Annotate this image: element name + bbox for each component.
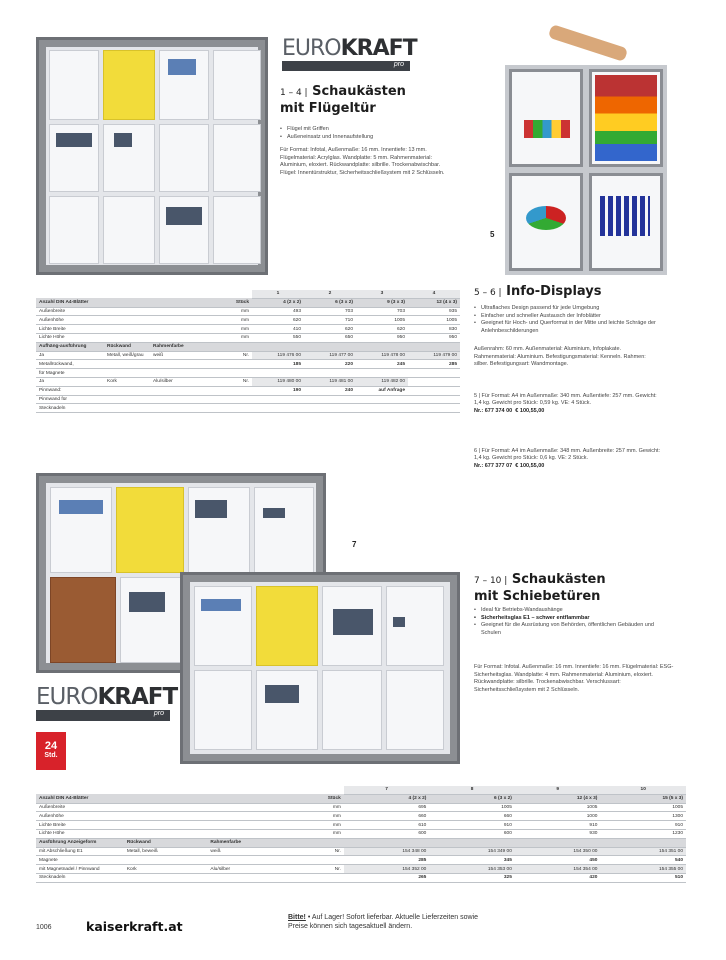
article-number: 119 478 00 <box>356 351 408 360</box>
cell: Kork <box>104 377 150 386</box>
bullet: • Außeneinsatz und Innenaufstellung <box>280 134 460 142</box>
sheet <box>159 124 209 192</box>
table-row <box>36 856 686 865</box>
item6-description: 6 | Für Format: A4 im Außenmaße: 348 mm. Außenbreite: 257 mm. Gewicht: 1,4 kg. Gewicht pro Stück: 0,6 kg. VE: 2 Stück. <box>474 448 661 462</box>
price: 325 <box>429 873 515 882</box>
cell: 935 <box>408 307 460 316</box>
cell: weiß <box>207 847 324 856</box>
article-number: 154 352 00 <box>344 865 430 874</box>
row-label: Außenhöhe <box>36 812 325 821</box>
price: 450 <box>515 856 601 865</box>
cell: 703 <box>304 307 356 316</box>
row-unit: mm <box>325 812 344 821</box>
bullet: • Ultraflaches Design passend für jede Umgebung <box>474 305 662 313</box>
pie-chart-graphic <box>526 206 566 230</box>
section1-title <box>280 84 406 116</box>
group-header: Aufhäng-ausführung <box>36 342 104 351</box>
section2-title <box>474 284 602 301</box>
sheet <box>159 196 209 264</box>
footer-note-line1: • Auf Lager! Sofort lieferbar. Aktuelle Lieferzeiten sowie <box>307 914 479 921</box>
sheet <box>103 124 155 192</box>
price: 285 <box>344 856 430 865</box>
logo-pro-bar <box>36 710 170 721</box>
sheet <box>386 670 444 750</box>
section2-title-text: Info-Displays <box>506 284 602 299</box>
row-unit: mm <box>325 803 344 812</box>
cell: 12 (4 x 3) <box>515 794 601 803</box>
article-number: 119 480 00 <box>252 377 304 386</box>
table2-col-header: 7 <box>344 786 430 794</box>
delivery-24h-badge <box>36 732 66 770</box>
row-unit: mm <box>202 307 252 316</box>
price: auf Anfrage <box>356 386 408 395</box>
item6-price: € 100,55,00 <box>515 462 545 469</box>
cell: 703 <box>356 307 408 316</box>
photo-thumb <box>59 500 103 514</box>
sheet <box>256 670 318 750</box>
cell: 660 <box>429 812 515 821</box>
photo-thumb <box>333 609 373 635</box>
table-row <box>36 794 686 803</box>
sheet <box>213 124 261 192</box>
table2-col-header: 9 <box>515 786 601 794</box>
group-header: Ausführung Anzeigeform <box>36 838 124 847</box>
article-number: 154 350 00 <box>515 847 601 856</box>
logo-kraft: KRAFT <box>340 36 417 61</box>
cell: 9 (3 x 3) <box>356 298 408 307</box>
display-panel <box>509 69 583 167</box>
bullet: • Einfacher und schneller Austausch der Infoblätter <box>474 313 662 321</box>
price: 220 <box>304 360 356 369</box>
article-number: 119 476 00 <box>252 351 304 360</box>
cell: 600 <box>429 829 515 838</box>
price: 265 <box>344 873 430 882</box>
cell: Pinnwand für <box>36 395 104 404</box>
bullet: • Ideal für Betriebs-Wandaushänge <box>474 607 662 615</box>
cell: weiß <box>150 351 202 360</box>
table1-col-header: 4 <box>408 290 460 298</box>
price: 240 <box>304 386 356 395</box>
group-header: Rahmenfarbe <box>150 342 202 351</box>
cell: 1000 <box>515 812 601 821</box>
showcase-winged-door-image <box>36 37 268 275</box>
table-row <box>36 377 460 386</box>
logo-pro-bar <box>282 61 410 71</box>
section3-title <box>474 572 606 604</box>
sheet <box>49 196 99 264</box>
yellow-sheet <box>116 487 184 573</box>
section3-title-line2: mit Schiebetüren <box>474 589 601 604</box>
figure-number: 5 <box>490 230 495 239</box>
price: 285 <box>408 360 460 369</box>
section3-number: 7 – 10 | <box>474 576 508 586</box>
sheet <box>49 50 99 120</box>
row-unit: Nr. <box>202 351 252 360</box>
table2-col-header: 10 <box>600 786 686 794</box>
cork-board <box>50 577 116 663</box>
sheet <box>159 50 209 120</box>
row-label: Lichte Höhe <box>36 829 325 838</box>
section2-bullets <box>474 305 662 335</box>
cell: 4 (2 x 2) <box>252 298 304 307</box>
price: 245 <box>356 360 408 369</box>
table-row <box>36 404 460 413</box>
cell: 620 <box>252 316 304 325</box>
logo-kraft: KRAFT <box>97 684 178 710</box>
cell: Metallrückwand, <box>36 360 104 369</box>
cell: 710 <box>304 316 356 325</box>
photo-thumb <box>129 592 165 612</box>
article-number: 154 351 00 <box>600 847 686 856</box>
badge-unit: Std. <box>44 752 58 759</box>
logo-tag: pro <box>153 710 164 717</box>
group-header: Rahmenfarbe <box>207 838 324 847</box>
cell: 660 <box>344 812 430 821</box>
photo-thumb <box>168 59 196 75</box>
section1-title-line1: Schaukästen <box>312 84 406 99</box>
display-panel <box>589 69 663 167</box>
photo-thumb <box>195 500 227 518</box>
photo-thumb <box>201 599 241 611</box>
sheet <box>322 670 382 750</box>
section3-description: Für Format: Infotal. Außenmaße: 16 mm. Innentiefe: 16 mm. Flügelmaterial: ESG-Sicherheitsglas. Wandplatte: 4 mm. Rahmenmaterial: Aluminium, eloxiert. Rückwandplatte: silbrille. Trockenabwischbar. Verschlussart: Sicherheitsschließsystem mit 2 Schlüsseln. <box>474 664 674 693</box>
cell: Stecknadeln <box>36 873 124 882</box>
cell: 830 <box>408 325 460 334</box>
article-number: 119 482 00 <box>356 377 408 386</box>
table-group-header <box>36 342 460 351</box>
group-header: Rückwand <box>124 838 208 847</box>
table2-col-header: 8 <box>429 786 515 794</box>
cell: Metall, weiß/grau <box>104 351 150 360</box>
eurokraft-logo <box>282 36 417 71</box>
section1-description: Für Format: Infotal, Außenmaße: 16 mm. Innentiefe: 13 mm. Flügelmaterial: Acrylglas. Wandplatte: 5 mm. Rahmenmaterial: Aluminium, eloxiert. Rückwandplatte: silbrille. Trockenabwischbar. Flügel: Innentürstruktur, Sicherheitsschließsystem mit 2 Schlüsseln. <box>280 147 445 176</box>
table1-col-header: 3 <box>356 290 408 298</box>
table-row <box>36 298 460 307</box>
article-number: 119 477 00 <box>304 351 356 360</box>
footer-note <box>288 913 588 931</box>
cell: 910 <box>429 821 515 830</box>
table-group-header <box>36 838 686 847</box>
table-row <box>36 847 686 856</box>
badge-number: 24 <box>44 740 58 752</box>
cell: für Magnete <box>36 369 104 378</box>
item5-article-number: Nr.: 677 374 00 <box>474 407 513 414</box>
photo-thumb <box>56 133 92 147</box>
cell: 695 <box>344 803 430 812</box>
table-row <box>36 351 460 360</box>
cell: 15 (5 x 3) <box>600 794 686 803</box>
sheet <box>194 586 252 666</box>
cell: mit Magnetnadel / Pinnwand <box>36 865 124 874</box>
table1 <box>36 290 460 413</box>
article-number: 119 479 00 <box>408 351 460 360</box>
section1-number: 1 – 4 | <box>280 88 308 98</box>
row-label: Außenhöhe <box>36 316 202 325</box>
sheet <box>50 487 112 573</box>
cell: 1005 <box>408 316 460 325</box>
row-label: Außenbreite <box>36 803 325 812</box>
cell: 910 <box>600 821 686 830</box>
table-row <box>36 325 460 334</box>
cell: 6 (3 x 2) <box>304 298 356 307</box>
item5-price: € 100,55,00 <box>515 407 545 414</box>
cell: 550 <box>252 333 304 342</box>
footer-note-line2: Preise können sich tagesaktuell ändern. <box>288 923 413 930</box>
table-row <box>36 395 460 404</box>
figure-number: 7 <box>352 540 357 549</box>
item6-article-number: Nr.: 677 377 07 <box>474 462 513 469</box>
sheet <box>213 196 261 264</box>
section2-number: 5 – 6 | <box>474 288 502 298</box>
cell: 1230 <box>600 829 686 838</box>
cell: 930 <box>515 829 601 838</box>
row-label: Anzahl DIN A4-Blätter <box>36 298 202 307</box>
logo-tag: pro <box>393 61 404 68</box>
group-header: Rückwand <box>104 342 150 351</box>
table-row <box>36 316 460 325</box>
bullet: • Geeignet für die Ausrüstung von Behörden, öffentlichen Gebäuden und Schulen <box>474 622 662 637</box>
photo-thumb <box>265 685 299 703</box>
cell: 620 <box>356 325 408 334</box>
cell: 6 (3 x 2) <box>429 794 515 803</box>
table1-col-header: 2 <box>304 290 356 298</box>
cell: 1005 <box>515 803 601 812</box>
yellow-sheet <box>256 586 318 666</box>
column-chart-graphic <box>600 196 650 236</box>
article-number: 154 353 00 <box>429 865 515 874</box>
table-row <box>36 812 686 821</box>
bar-chart-graphic <box>524 120 570 138</box>
cell: Ja <box>36 351 104 360</box>
cell: 620 <box>304 325 356 334</box>
price: 510 <box>600 873 686 882</box>
cell: 650 <box>304 333 356 342</box>
article-number: 154 354 00 <box>515 865 601 874</box>
cell: 410 <box>252 325 304 334</box>
row-unit: Nr. <box>202 377 252 386</box>
cell: Pinnwand: <box>36 386 104 395</box>
cell: 493 <box>252 307 304 316</box>
cell: mit Abschließung E1 <box>36 847 124 856</box>
row-unit: mm <box>202 325 252 334</box>
cell: Stecknadeln <box>36 404 104 413</box>
table-row <box>36 865 686 874</box>
bullet: • Sicherheitsglas E1 – schwer entflammbar <box>474 615 662 623</box>
table2 <box>36 786 686 883</box>
sheet <box>188 487 250 573</box>
logo-euro: EURO <box>282 36 341 61</box>
cell: 950 <box>356 333 408 342</box>
item6-order-info <box>474 448 662 470</box>
sheet <box>49 124 99 192</box>
bullet: • Flügel mit Griffen <box>280 126 460 134</box>
item5-description: 5 | Für Format: A4 im Außenmaße: 340 mm. Außentiefe: 257 mm. Gewicht: 1,4 kg. Gewicht pro Stück: 0,59 kg. VE: 4 Stück. <box>474 393 657 407</box>
cell: Magnete <box>36 856 124 865</box>
photo-thumb <box>166 207 202 225</box>
row-unit: mm <box>325 821 344 830</box>
cell: Ja <box>36 377 104 386</box>
row-unit: Nr. <box>325 865 344 874</box>
info-displays-image <box>505 65 667 275</box>
yellow-sheet <box>103 50 155 120</box>
hand-image <box>548 24 628 62</box>
cell: 1300 <box>600 812 686 821</box>
display-panel <box>589 173 663 271</box>
section2-description: Außenrahm: 60 mm. Außenmaterial: Aluminium, Infoplakate. Rahmenmaterial: Aluminium. Befestigungsmaterial: Kenneln. Rahmen: silber. Befestigungsart: Wandmontage. <box>474 346 646 367</box>
article-number: 119 481 00 <box>304 377 356 386</box>
table-row <box>36 369 460 378</box>
cell: 4 (2 x 2) <box>344 794 430 803</box>
row-label: Lichte Breite <box>36 821 325 830</box>
cell: 950 <box>408 333 460 342</box>
item5-order-info <box>474 393 662 415</box>
row-unit: Stück <box>202 298 252 307</box>
cell: 1005 <box>356 316 408 325</box>
row-unit: Nr. <box>325 847 344 856</box>
row-unit: mm <box>325 829 344 838</box>
colorful-chart-graphic <box>595 75 657 161</box>
cell: Alu/silber <box>207 865 324 874</box>
table-row <box>36 386 460 395</box>
price: 190 <box>252 386 304 395</box>
photo-thumb <box>263 508 285 518</box>
cell: Alu/silber <box>150 377 202 386</box>
table-row <box>36 333 460 342</box>
sheet <box>254 487 314 573</box>
section3-bullets <box>474 607 662 637</box>
section1-title-line2: mit Flügeltür <box>280 101 376 116</box>
row-label: Lichte Höhe <box>36 333 202 342</box>
cell: 610 <box>344 821 430 830</box>
article-number: 154 349 00 <box>429 847 515 856</box>
cell: 12 (4 x 3) <box>408 298 460 307</box>
price <box>408 386 460 395</box>
bullet: • Geeignet für Hoch- und Querformat in der Mitte und leichte Schräge der Anlehnbeschilderungen <box>474 320 662 335</box>
table-row <box>36 873 686 882</box>
price: 420 <box>515 873 601 882</box>
sheet <box>194 670 252 750</box>
sheet <box>120 577 184 663</box>
section1-bullets <box>280 126 460 141</box>
sheet <box>213 50 261 120</box>
cell: Kork <box>124 865 208 874</box>
table1-col-header: 1 <box>252 290 304 298</box>
footer-website-link[interactable]: kaiserkraft.at <box>86 919 183 934</box>
table-row <box>36 803 686 812</box>
cell: 910 <box>515 821 601 830</box>
row-unit: mm <box>202 333 252 342</box>
cell: 1005 <box>600 803 686 812</box>
row-label: Außenbreite <box>36 307 202 316</box>
page-number: 1006 <box>36 924 52 931</box>
showcase-sliding-front-image <box>180 572 460 764</box>
article-number: 154 348 00 <box>344 847 430 856</box>
sheet <box>103 196 155 264</box>
display-panel <box>509 173 583 271</box>
table-row <box>36 829 686 838</box>
price: 540 <box>600 856 686 865</box>
price: 345 <box>429 856 515 865</box>
row-unit: mm <box>202 316 252 325</box>
logo-euro: EURO <box>36 684 98 710</box>
table-row <box>36 821 686 830</box>
row-label: Anzahl DIN A4-Blätter <box>36 794 325 803</box>
photo-thumb <box>393 617 405 627</box>
price: 185 <box>252 360 304 369</box>
cell: Metall, beweiß <box>124 847 208 856</box>
cell: 1005 <box>429 803 515 812</box>
row-label: Lichte Breite <box>36 325 202 334</box>
eurokraft-logo <box>36 684 178 721</box>
sheet <box>386 586 444 666</box>
sheet <box>322 586 382 666</box>
cell: 600 <box>344 829 430 838</box>
table-row <box>36 360 460 369</box>
article-number <box>408 377 460 386</box>
table-row <box>36 307 460 316</box>
section3-title-line1: Schaukästen <box>511 572 606 587</box>
article-number: 154 355 00 <box>600 865 686 874</box>
row-unit: Stück <box>325 794 344 803</box>
footer-note-label: Bitte! <box>288 914 306 921</box>
photo-thumb <box>114 133 132 147</box>
